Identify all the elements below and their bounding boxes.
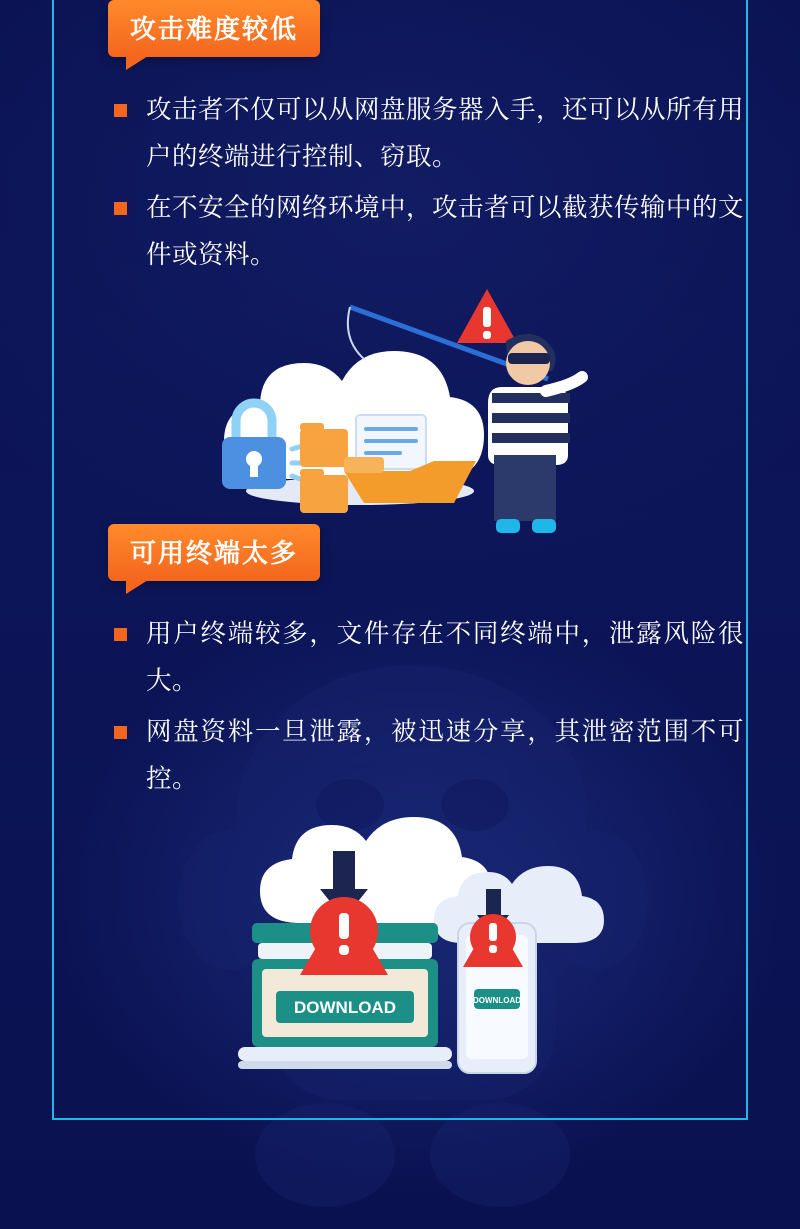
bullet-square-icon bbox=[114, 628, 127, 641]
bullet-square-icon bbox=[114, 202, 127, 215]
bullet-square-icon bbox=[114, 104, 127, 117]
section-2-tag: 可用终端太多 bbox=[108, 524, 320, 581]
list-item-text: 用户终端较多，文件存在不同终端中，泄露风险很大。 bbox=[146, 620, 744, 695]
fishing-line bbox=[348, 307, 364, 359]
list-item bbox=[112, 185, 744, 279]
list-item-text: 攻击者不仅可以从网盘服务器入手，还可以从所有用户的终端进行控制、窃取。 bbox=[146, 96, 745, 171]
devices-svg bbox=[0, 803, 800, 1093]
section-attack-difficulty bbox=[0, 0, 800, 549]
section-2-points bbox=[0, 611, 800, 803]
list-item bbox=[112, 709, 744, 803]
phone-download-label: DOWNLOAD bbox=[473, 996, 521, 1005]
list-item-text: 网盘资料一旦泄露，被迅速分享，其泄密范围不可控。 bbox=[146, 718, 744, 793]
section-1-tag: 攻击难度较低 bbox=[108, 0, 320, 57]
section-too-many-terminals bbox=[0, 524, 800, 1093]
section-2-tag-wrap bbox=[108, 524, 320, 581]
cloud-phishing-illustration bbox=[0, 279, 800, 549]
section-1-tag-wrap bbox=[108, 0, 320, 57]
bullet-square-icon bbox=[114, 726, 127, 739]
multi-device-download-illustration bbox=[0, 803, 800, 1093]
laptop-download-label: DOWNLOAD bbox=[294, 998, 396, 1017]
cloud-phishing-svg bbox=[0, 279, 800, 549]
section-1-points bbox=[0, 87, 800, 279]
list-item bbox=[112, 87, 744, 181]
list-item-text: 在不安全的网络环境中，攻击者可以截获传输中的文件或资料。 bbox=[146, 194, 745, 269]
warning-triangle-icon bbox=[457, 289, 517, 343]
list-item bbox=[112, 611, 744, 705]
